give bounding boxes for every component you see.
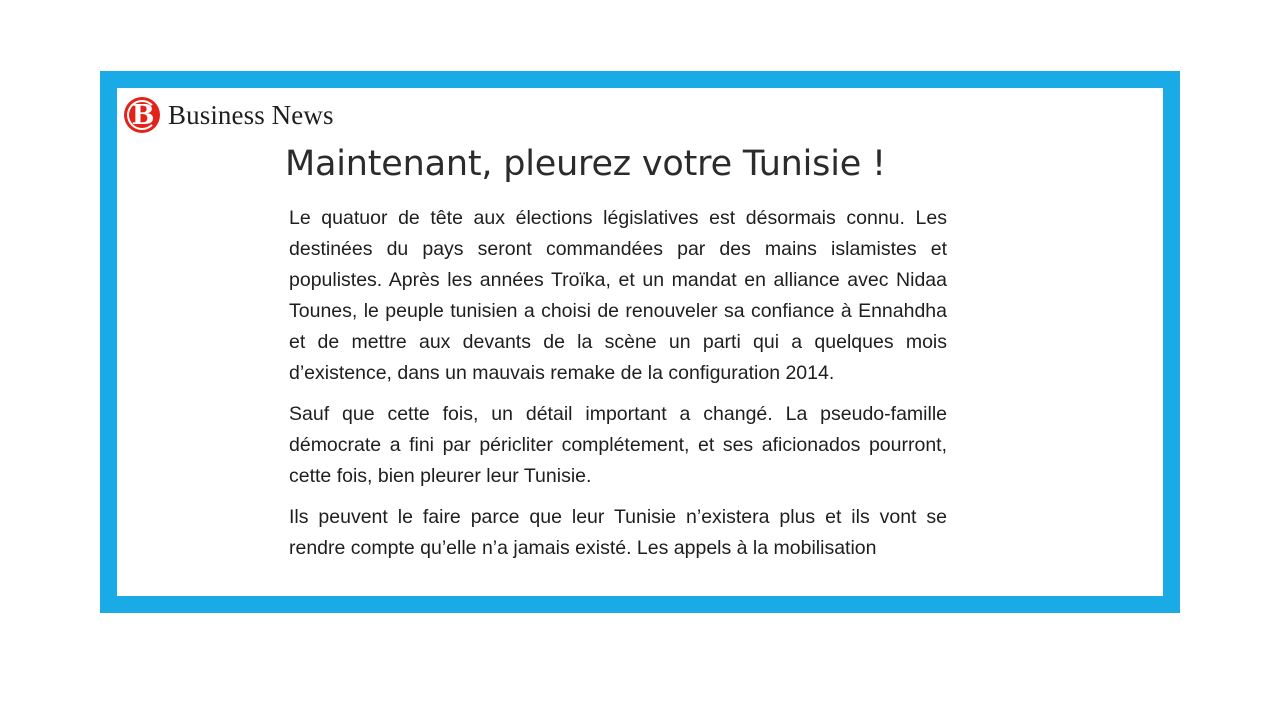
blue-frame xyxy=(100,71,1180,613)
paragraph-3: Ils peuvent le faire parce que leur Tunisie n’existera plus et ils vont se rendre compte qu’elle n’a jamais existé. Les appels à la mobilisation xyxy=(289,506,947,559)
paragraph-1: Le quatuor de tête aux élections législatives est désormais connu. Les destinées du pays seront commandées par des mains islamistes et populistes. Après les années Troïka, et un mandat en alliance avec Nidaa Tounes, le peuple tunisien a choisi de renouveler sa confiance à Ennahdha et de mettre aux devants de la scène un parti qui a quelques mois d’existence, dans un mauvais remake de la configuration 2014. xyxy=(289,207,947,384)
paragraph-2: Sauf que cette fois, un détail important a changé. La pseudo-famille démocrate a fini par péricliter complétement, et ses aficionados pourront, cette fois, bien pleurer leur Tunisie. xyxy=(289,403,947,487)
logo-ring xyxy=(127,100,157,130)
brand-name: Business News xyxy=(168,99,334,130)
article-clipping xyxy=(117,88,1163,596)
article-body xyxy=(289,203,947,574)
brand-header xyxy=(124,96,334,134)
article-title: Maintenant, pleurez votre Tunisie ! xyxy=(285,144,886,184)
business-news-logo-icon xyxy=(124,97,160,133)
logo-letter: B xyxy=(131,99,155,131)
